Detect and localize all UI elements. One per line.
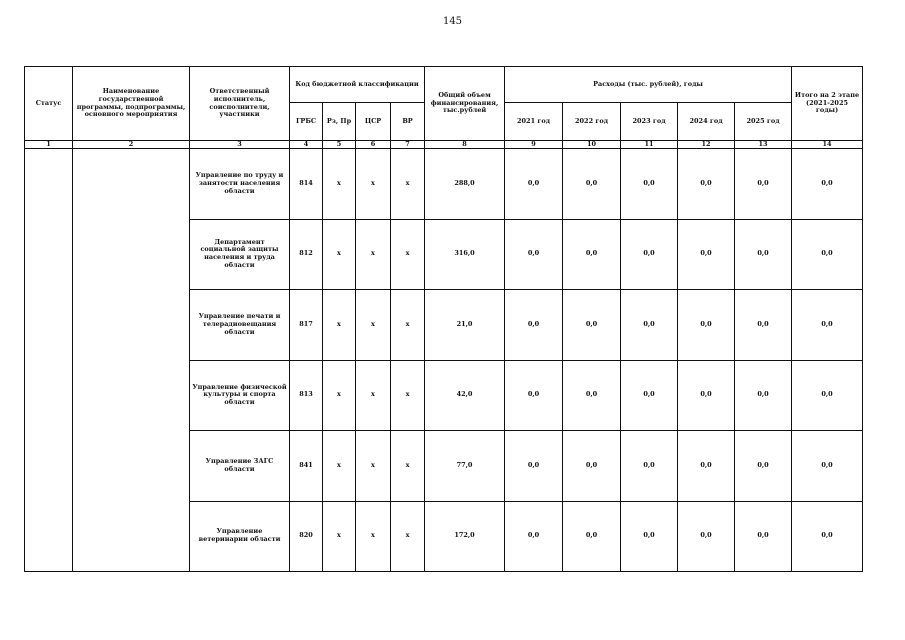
column-index: 1 [25,141,73,149]
year-2023-cell: 0,0 [621,149,678,220]
vr-cell: x [391,360,425,431]
total-cell: 42,0 [425,360,505,431]
rzpr-cell: x [323,431,356,502]
year-2023-cell: 0,0 [621,360,678,431]
executor-cell: Управление по труду и занятости населения области [190,149,290,220]
csr-cell: x [356,501,391,572]
year-2025-cell: 0,0 [735,431,792,502]
csr-cell: x [356,149,391,220]
column-index: 5 [323,141,356,149]
grbs-cell: 841 [290,431,323,502]
header-year-2023: 2023 год [621,103,678,141]
year-2025-cell: 0,0 [735,149,792,220]
vr-cell: x [391,431,425,502]
rzpr-cell: x [323,501,356,572]
csr-cell: x [356,290,391,361]
header-total-funding: Общий объем финансирования, тыс.рублей [425,67,505,141]
header-year-2021: 2021 год [505,103,563,141]
rzpr-cell: x [323,219,356,290]
vr-cell: x [391,290,425,361]
year-2023-cell: 0,0 [621,290,678,361]
grbs-cell: 820 [290,501,323,572]
header-status: Статус [25,67,73,141]
total-cell: 316,0 [425,219,505,290]
column-index-row [25,141,863,149]
header-year-2025: 2025 год [735,103,792,141]
grbs-cell: 813 [290,360,323,431]
header-row-1 [25,67,863,103]
header-program-name: Наименование государственной программы, подпрограммы, основного мероприятия [73,67,190,141]
csr-cell: x [356,360,391,431]
rzpr-cell: x [323,360,356,431]
vr-cell: x [391,501,425,572]
year-2021-cell: 0,0 [505,219,563,290]
year-2024-cell: 0,0 [678,501,735,572]
status-cell [25,149,73,572]
year-2024-cell: 0,0 [678,431,735,502]
grbs-cell: 817 [290,290,323,361]
year-2022-cell: 0,0 [563,431,621,502]
executor-cell: Управление физической культуры и спорта области [190,360,290,431]
year-2023-cell: 0,0 [621,431,678,502]
stage-total-cell: 0,0 [792,149,863,220]
year-2021-cell: 0,0 [505,290,563,361]
executor-cell: Управление ЗАГС области [190,431,290,502]
header-budget-code: Код бюджетной классификации [290,67,425,103]
stage-total-cell: 0,0 [792,501,863,572]
column-index: 2 [73,141,190,149]
column-index: 11 [621,141,678,149]
year-2022-cell: 0,0 [563,149,621,220]
grbs-cell: 814 [290,149,323,220]
column-index: 7 [391,141,425,149]
rzpr-cell: x [323,290,356,361]
year-2025-cell: 0,0 [735,219,792,290]
year-2022-cell: 0,0 [563,501,621,572]
year-2025-cell: 0,0 [735,501,792,572]
total-cell: 21,0 [425,290,505,361]
executor-cell: Управление печати и телерадиовещания области [190,290,290,361]
header-vr: ВР [391,103,425,141]
header-total-stage: Итого на 2 этапе (2021-2025 годы) [792,67,863,141]
vr-cell: x [391,219,425,290]
year-2024-cell: 0,0 [678,149,735,220]
executor-cell: Департамент социальной защиты населения и труда области [190,219,290,290]
year-2021-cell: 0,0 [505,360,563,431]
year-2022-cell: 0,0 [563,290,621,361]
page-number: 145 [442,16,463,27]
column-index: 14 [792,141,863,149]
total-cell: 77,0 [425,431,505,502]
year-2024-cell: 0,0 [678,219,735,290]
csr-cell: x [356,431,391,502]
rzpr-cell: x [323,149,356,220]
year-2025-cell: 0,0 [735,360,792,431]
year-2025-cell: 0,0 [735,290,792,361]
column-index: 3 [190,141,290,149]
year-2022-cell: 0,0 [563,219,621,290]
year-2023-cell: 0,0 [621,219,678,290]
column-index: 9 [505,141,563,149]
header-grbs: ГРБС [290,103,323,141]
column-index: 10 [563,141,621,149]
column-index: 4 [290,141,323,149]
stage-total-cell: 0,0 [792,290,863,361]
header-year-2022: 2022 год [563,103,621,141]
header-year-2024: 2024 год [678,103,735,141]
stage-total-cell: 0,0 [792,219,863,290]
column-index: 13 [735,141,792,149]
header-expenses: Расходы (тыс. рублей), годы [505,67,792,103]
header-csr: ЦСР [356,103,391,141]
year-2021-cell: 0,0 [505,501,563,572]
grbs-cell: 812 [290,219,323,290]
total-cell: 288,0 [425,149,505,220]
year-2024-cell: 0,0 [678,290,735,361]
column-index: 8 [425,141,505,149]
vr-cell: x [391,149,425,220]
total-cell: 172,0 [425,501,505,572]
year-2021-cell: 0,0 [505,431,563,502]
header-executor: Ответственный исполнитель, соисполнители, участники [190,67,290,141]
stage-total-cell: 0,0 [792,431,863,502]
table-row [25,149,863,220]
year-2022-cell: 0,0 [563,360,621,431]
stage-total-cell: 0,0 [792,360,863,431]
year-2023-cell: 0,0 [621,501,678,572]
column-index: 6 [356,141,391,149]
year-2024-cell: 0,0 [678,360,735,431]
program-name-cell [73,149,190,572]
header-rzpr: Рз, Пр [323,103,356,141]
csr-cell: x [356,219,391,290]
budget-table [24,66,863,572]
executor-cell: Управление ветеринарии области [190,501,290,572]
column-index: 12 [678,141,735,149]
year-2021-cell: 0,0 [505,149,563,220]
